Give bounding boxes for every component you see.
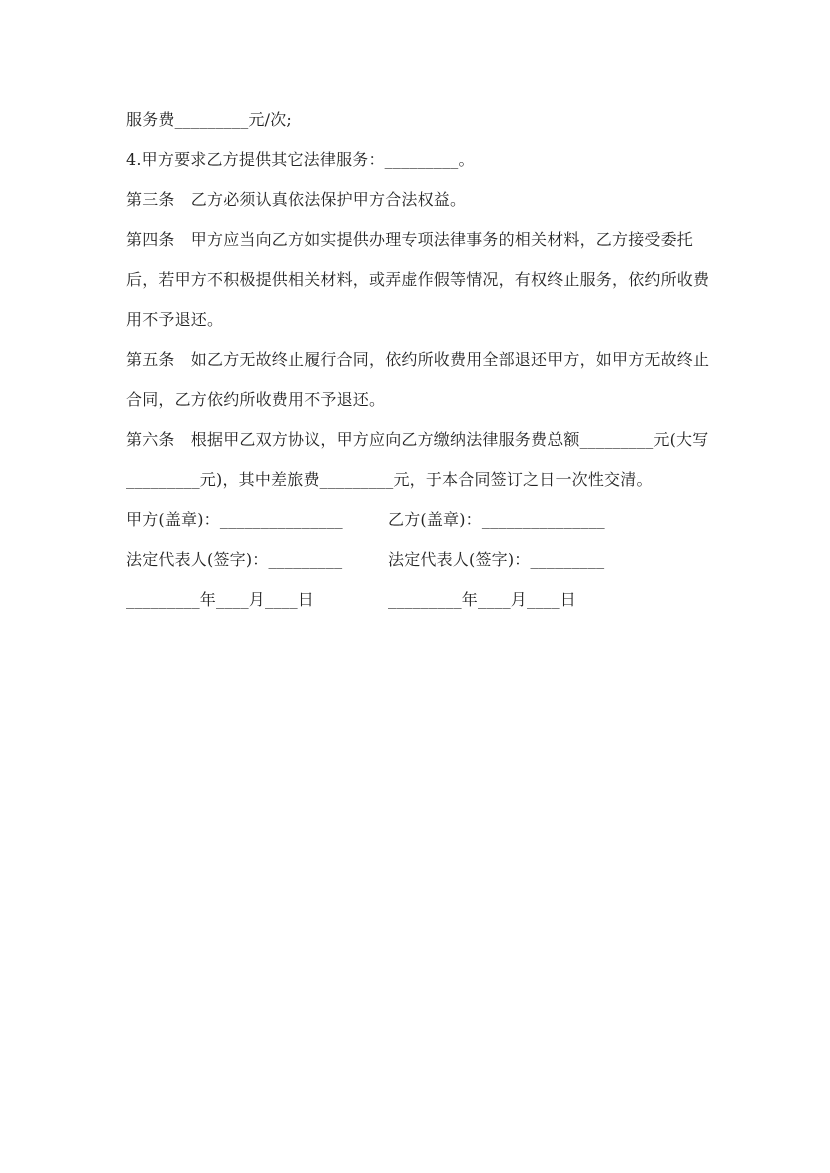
clause-service-fee: 服务费_________元/次; <box>126 110 292 129</box>
signature-rep-row <box>126 540 716 580</box>
party-b-date: _________年____月____日 <box>388 590 577 609</box>
document-body <box>126 100 716 620</box>
signature-seal-row <box>126 500 716 540</box>
clause-article-3: 第三条 乙方必须认真依法保护甲方合法权益。 <box>126 190 467 209</box>
clause-article-6: 第六条 根据甲乙双方协议，甲方应向乙方缴纳法律服务费总额_________元(大写_________元)，其中差旅费_________元，于本合同签订之日一次性交清。 <box>126 430 709 489</box>
clause-article-5: 第五条 如乙方无故终止履行合同，依约所收费用全部退还甲方，如甲方无故终止合同，乙方依约所收费用不予退还。 <box>126 350 710 409</box>
clause-other-services: 4.甲方要求乙方提供其它法律服务：_________。 <box>126 150 475 169</box>
party-a-date: _________年____月____日 <box>126 590 315 609</box>
party-b-representative: 法定代表人(签字)：_________ <box>388 550 605 569</box>
party-b-seal: 乙方(盖章)：_______________ <box>388 510 605 529</box>
party-a-seal: 甲方(盖章)：_______________ <box>126 510 343 529</box>
clause-article-4: 第四条 甲方应当向乙方如实提供办理专项法律事务的相关材料，乙方接受委托后，若甲方不积极提供相关材料，或弄虚作假等情况，有权终止服务，依约所收费用不予退还。 <box>126 230 710 329</box>
party-a-representative: 法定代表人(签字)：_________ <box>126 550 343 569</box>
signature-date-row <box>126 580 716 620</box>
